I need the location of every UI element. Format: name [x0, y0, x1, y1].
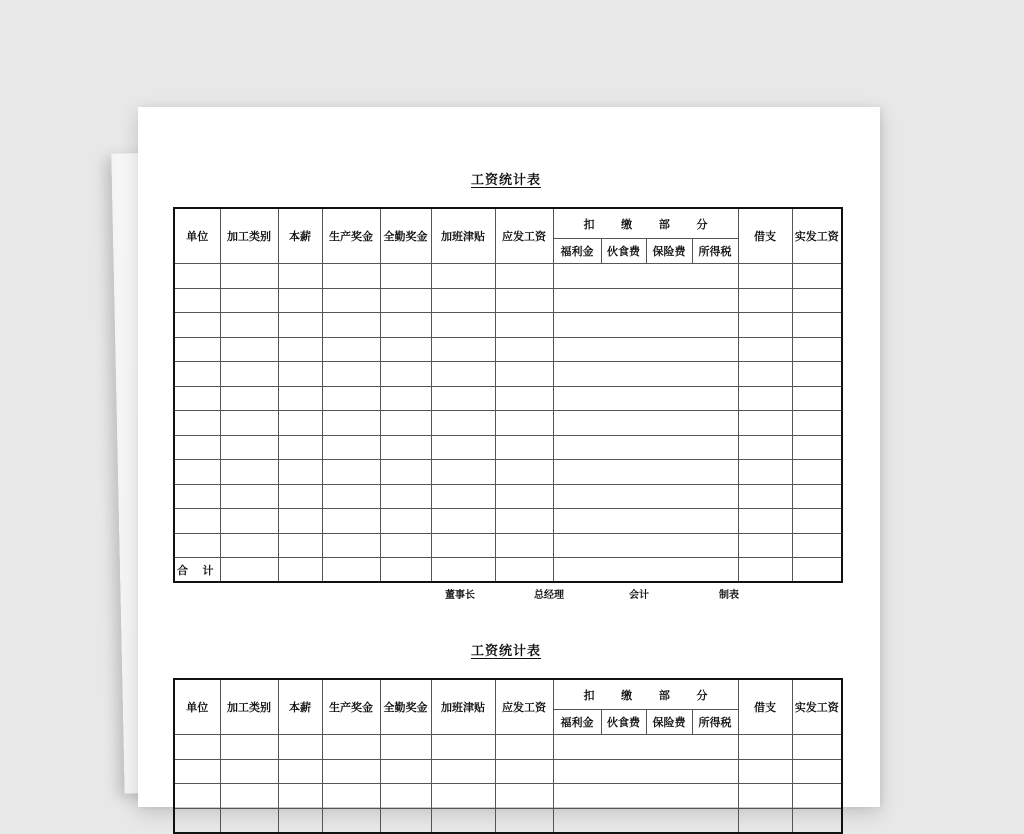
deduction-char: 扣	[583, 688, 595, 702]
table-cell[interactable]	[553, 735, 738, 760]
table-cell[interactable]	[380, 264, 431, 289]
table-cell[interactable]	[792, 337, 842, 362]
table-row	[174, 313, 842, 338]
deduction-char: 分	[696, 217, 708, 231]
table-cell[interactable]	[495, 484, 553, 509]
table-cell[interactable]	[278, 784, 322, 809]
table-cell[interactable]	[553, 558, 738, 583]
table-cell[interactable]	[322, 337, 380, 362]
table-cell[interactable]	[380, 337, 431, 362]
col-header-overtime-allowance: 加班津贴	[431, 679, 495, 735]
col-header-net-pay: 实发工资	[792, 208, 842, 264]
total-label	[174, 558, 220, 583]
table-cell[interactable]	[322, 460, 380, 485]
table-cell[interactable]	[322, 386, 380, 411]
total-row	[174, 558, 842, 583]
col-header-insurance: 保险费	[646, 239, 692, 264]
table-cell[interactable]	[278, 435, 322, 460]
table-cell[interactable]	[792, 509, 842, 534]
table-cell[interactable]	[792, 484, 842, 509]
table-cell[interactable]	[431, 313, 495, 338]
table-cell[interactable]	[495, 808, 553, 833]
sheet-title: 工资统计表	[470, 173, 541, 188]
deduction-char: 部	[658, 688, 670, 702]
table-cell[interactable]	[322, 533, 380, 558]
table-cell[interactable]	[738, 759, 792, 784]
table-cell[interactable]	[322, 288, 380, 313]
table-cell[interactable]	[174, 264, 220, 289]
table-cell[interactable]	[792, 313, 842, 338]
signature-general-manager: 总经理	[534, 590, 564, 601]
table-cell[interactable]	[495, 435, 553, 460]
table-cell[interactable]	[174, 288, 220, 313]
col-header-attendance-bonus: 全勤奖金	[380, 679, 431, 735]
table-cell[interactable]	[174, 411, 220, 436]
table-cell[interactable]	[738, 386, 792, 411]
table-row	[174, 264, 842, 289]
table-cell[interactable]	[278, 484, 322, 509]
table-cell[interactable]	[278, 558, 322, 583]
table-cell[interactable]	[553, 484, 738, 509]
table-cell[interactable]	[738, 313, 792, 338]
table-cell[interactable]	[278, 313, 322, 338]
col-header-gross-pay: 应发工资	[495, 679, 553, 735]
table-cell[interactable]	[792, 808, 842, 833]
col-header-welfare: 福利金	[553, 239, 601, 264]
col-header-process-type: 加工类别	[220, 679, 278, 735]
table-cell[interactable]	[220, 313, 278, 338]
table-cell[interactable]	[792, 288, 842, 313]
table-cell[interactable]	[322, 735, 380, 760]
table-cell[interactable]	[174, 784, 220, 809]
table-row	[174, 362, 842, 387]
table-cell[interactable]	[174, 759, 220, 784]
table-row	[174, 533, 842, 558]
table-cell[interactable]	[495, 288, 553, 313]
col-header-deductions	[553, 208, 738, 239]
table-cell[interactable]	[220, 264, 278, 289]
table-cell[interactable]	[738, 509, 792, 534]
table-row	[174, 784, 842, 809]
table-cell[interactable]	[738, 411, 792, 436]
deduction-char: 分	[696, 688, 708, 702]
table-row	[174, 337, 842, 362]
table-cell[interactable]	[792, 264, 842, 289]
col-header-unit: 单位	[174, 208, 220, 264]
table-cell[interactable]	[220, 533, 278, 558]
table-cell[interactable]	[174, 386, 220, 411]
table-cell[interactable]	[431, 784, 495, 809]
table-cell[interactable]	[553, 808, 738, 833]
table-cell[interactable]	[220, 386, 278, 411]
table-cell[interactable]	[278, 288, 322, 313]
table-cell[interactable]	[174, 460, 220, 485]
table-cell[interactable]	[495, 533, 553, 558]
table-cell[interactable]	[495, 735, 553, 760]
table-cell[interactable]	[738, 435, 792, 460]
col-header-net-pay: 实发工资	[792, 679, 842, 735]
table-cell[interactable]	[495, 386, 553, 411]
table-cell[interactable]	[553, 337, 738, 362]
table-cell[interactable]	[278, 533, 322, 558]
table-cell[interactable]	[174, 435, 220, 460]
table-row	[174, 808, 842, 833]
table-cell[interactable]	[174, 337, 220, 362]
col-header-advance: 借支	[738, 208, 792, 264]
table-cell[interactable]	[431, 264, 495, 289]
col-header-meals: 伙食费	[601, 710, 646, 735]
table-cell[interactable]	[380, 784, 431, 809]
table-cell[interactable]	[380, 313, 431, 338]
table-cell[interactable]	[431, 460, 495, 485]
table-cell[interactable]	[738, 558, 792, 583]
table-cell[interactable]	[431, 558, 495, 583]
table-cell[interactable]	[553, 264, 738, 289]
table-cell[interactable]	[495, 337, 553, 362]
table-cell[interactable]	[495, 313, 553, 338]
col-header-production-bonus: 生产奖金	[322, 679, 380, 735]
table-cell[interactable]	[738, 362, 792, 387]
table-cell[interactable]	[322, 411, 380, 436]
table-row	[174, 411, 842, 436]
table-cell[interactable]	[431, 808, 495, 833]
table-cell[interactable]	[220, 735, 278, 760]
table-cell[interactable]	[322, 808, 380, 833]
table-cell[interactable]	[792, 759, 842, 784]
table-cell[interactable]	[792, 735, 842, 760]
deduction-char: 扣	[583, 217, 595, 231]
table-cell[interactable]	[792, 460, 842, 485]
salary-table	[173, 678, 843, 834]
table-row	[174, 759, 842, 784]
table-cell[interactable]	[278, 808, 322, 833]
total-char: 合	[177, 563, 188, 577]
table-cell[interactable]	[792, 558, 842, 583]
table-cell[interactable]	[553, 411, 738, 436]
table-cell[interactable]	[553, 313, 738, 338]
table-row	[174, 484, 842, 509]
col-header-overtime-allowance: 加班津贴	[431, 208, 495, 264]
salary-sheet-2	[173, 641, 839, 834]
table-cell[interactable]	[738, 784, 792, 809]
table-cell[interactable]	[322, 362, 380, 387]
deduction-char: 部	[658, 217, 670, 231]
table-cell[interactable]	[380, 759, 431, 784]
table-cell[interactable]	[553, 784, 738, 809]
table-cell[interactable]	[792, 533, 842, 558]
table-cell[interactable]	[278, 362, 322, 387]
table-cell[interactable]	[792, 411, 842, 436]
table-cell[interactable]	[380, 484, 431, 509]
table-cell[interactable]	[495, 759, 553, 784]
table-row	[174, 288, 842, 313]
col-header-advance: 借支	[738, 679, 792, 735]
table-cell[interactable]	[174, 509, 220, 534]
col-header-insurance: 保险费	[646, 710, 692, 735]
table-cell[interactable]	[322, 759, 380, 784]
table-cell[interactable]	[738, 460, 792, 485]
col-header-base-salary: 本薪	[278, 679, 322, 735]
table-cell[interactable]	[738, 484, 792, 509]
table-cell[interactable]	[278, 460, 322, 485]
table-cell[interactable]	[380, 386, 431, 411]
table-cell[interactable]	[553, 460, 738, 485]
table-cell[interactable]	[322, 558, 380, 583]
table-cell[interactable]	[495, 509, 553, 534]
table-cell[interactable]	[174, 533, 220, 558]
table-cell[interactable]	[495, 411, 553, 436]
table-cell[interactable]	[278, 759, 322, 784]
col-header-attendance-bonus: 全勤奖金	[380, 208, 431, 264]
col-header-welfare: 福利金	[553, 710, 601, 735]
table-cell[interactable]	[431, 386, 495, 411]
table-cell[interactable]	[380, 288, 431, 313]
table-cell[interactable]	[220, 808, 278, 833]
table-cell[interactable]	[220, 362, 278, 387]
table-cell[interactable]	[220, 460, 278, 485]
col-header-production-bonus: 生产奖金	[322, 208, 380, 264]
table-cell[interactable]	[322, 784, 380, 809]
table-cell[interactable]	[431, 759, 495, 784]
table-cell[interactable]	[322, 313, 380, 338]
table-cell[interactable]	[431, 362, 495, 387]
col-header-income-tax: 所得税	[692, 710, 738, 735]
table-cell[interactable]	[220, 288, 278, 313]
table-cell[interactable]	[495, 264, 553, 289]
document-page	[138, 107, 880, 807]
table-cell[interactable]	[431, 435, 495, 460]
col-header-income-tax: 所得税	[692, 239, 738, 264]
table-cell[interactable]	[220, 784, 278, 809]
table-cell[interactable]	[380, 808, 431, 833]
table-cell[interactable]	[738, 264, 792, 289]
table-cell[interactable]	[322, 509, 380, 534]
table-row	[174, 735, 842, 760]
table-cell[interactable]	[792, 362, 842, 387]
deduction-char: 缴	[621, 217, 633, 231]
table-cell[interactable]	[380, 509, 431, 534]
col-header-meals: 伙食费	[601, 239, 646, 264]
deduction-char: 缴	[621, 688, 633, 702]
col-header-base-salary: 本薪	[278, 208, 322, 264]
salary-sheet-1	[173, 170, 839, 603]
table-cell[interactable]	[278, 386, 322, 411]
table-cell[interactable]	[220, 435, 278, 460]
table-cell[interactable]	[553, 362, 738, 387]
table-cell[interactable]	[220, 411, 278, 436]
table-cell[interactable]	[495, 784, 553, 809]
table-cell[interactable]	[174, 313, 220, 338]
signature-accountant: 会计	[629, 590, 649, 601]
signature-chairman: 董事长	[445, 590, 475, 601]
table-cell[interactable]	[553, 288, 738, 313]
table-cell[interactable]	[495, 362, 553, 387]
sheet-title: 工资统计表	[470, 644, 541, 659]
table-cell[interactable]	[220, 558, 278, 583]
signature-line	[173, 583, 839, 603]
col-header-unit: 单位	[174, 679, 220, 735]
table-cell[interactable]	[738, 337, 792, 362]
table-cell[interactable]	[553, 759, 738, 784]
table-row	[174, 460, 842, 485]
table-cell[interactable]	[278, 337, 322, 362]
table-cell[interactable]	[380, 533, 431, 558]
table-cell[interactable]	[380, 735, 431, 760]
table-cell[interactable]	[738, 533, 792, 558]
table-cell[interactable]	[220, 337, 278, 362]
table-cell[interactable]	[431, 533, 495, 558]
col-header-gross-pay: 应发工资	[495, 208, 553, 264]
table-cell[interactable]	[431, 337, 495, 362]
table-cell[interactable]	[431, 735, 495, 760]
col-header-deductions	[553, 679, 738, 710]
table-cell[interactable]	[380, 435, 431, 460]
table-cell[interactable]	[738, 808, 792, 833]
table-row	[174, 509, 842, 534]
table-cell[interactable]	[278, 264, 322, 289]
table-cell[interactable]	[738, 288, 792, 313]
table-cell[interactable]	[220, 484, 278, 509]
table-row	[174, 386, 842, 411]
signature-preparer: 制表	[719, 590, 739, 601]
table-cell[interactable]	[174, 735, 220, 760]
table-cell[interactable]	[431, 484, 495, 509]
total-char: 计	[202, 563, 214, 577]
table-cell[interactable]	[495, 558, 553, 583]
table-cell[interactable]	[553, 386, 738, 411]
table-cell[interactable]	[322, 435, 380, 460]
table-cell[interactable]	[380, 362, 431, 387]
table-cell[interactable]	[174, 362, 220, 387]
table-row	[174, 435, 842, 460]
table-cell[interactable]	[322, 264, 380, 289]
table-cell[interactable]	[792, 435, 842, 460]
table-cell[interactable]	[278, 509, 322, 534]
table-cell[interactable]	[174, 808, 220, 833]
table-cell[interactable]	[792, 784, 842, 809]
table-cell[interactable]	[431, 411, 495, 436]
table-cell[interactable]	[220, 759, 278, 784]
col-header-process-type: 加工类别	[220, 208, 278, 264]
table-cell[interactable]	[553, 509, 738, 534]
table-cell[interactable]	[738, 735, 792, 760]
table-cell[interactable]	[431, 509, 495, 534]
table-cell[interactable]	[278, 735, 322, 760]
table-cell[interactable]	[174, 484, 220, 509]
table-cell[interactable]	[380, 558, 431, 583]
table-cell[interactable]	[553, 533, 738, 558]
table-cell[interactable]	[220, 509, 278, 534]
table-cell[interactable]	[553, 435, 738, 460]
table-cell[interactable]	[380, 460, 431, 485]
table-cell[interactable]	[278, 411, 322, 436]
table-cell[interactable]	[322, 484, 380, 509]
table-cell[interactable]	[431, 288, 495, 313]
salary-table	[173, 207, 843, 583]
table-cell[interactable]	[792, 386, 842, 411]
table-cell[interactable]	[380, 411, 431, 436]
table-cell[interactable]	[495, 460, 553, 485]
